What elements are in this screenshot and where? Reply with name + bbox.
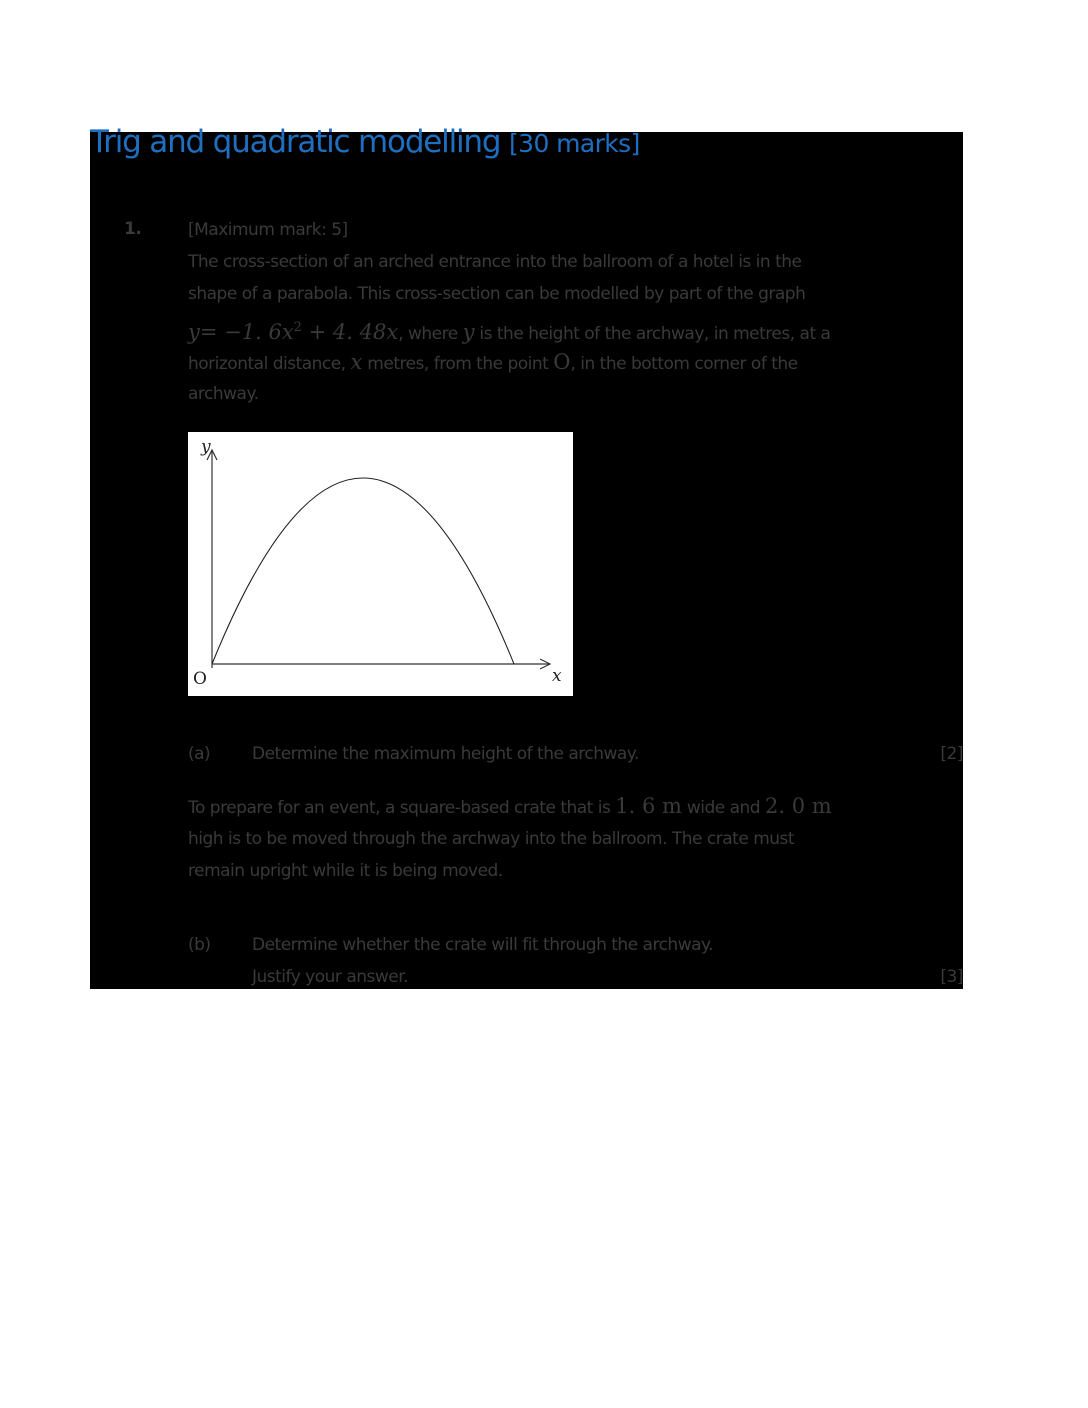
after-equation: , where — [398, 324, 463, 344]
context-line-2: high is to be moved through the archway into the ballroom. The crate must — [188, 829, 795, 849]
y-variable: y — [462, 320, 475, 344]
intro-line-1: The cross-section of an arched entrance into the ballroom of a hotel is in the — [188, 252, 802, 272]
point-o: O — [553, 350, 571, 374]
part-a-label: (a) — [188, 744, 211, 764]
parabola-curve — [212, 478, 514, 664]
archway-graph-svg — [188, 432, 573, 696]
page-title — [90, 124, 640, 160]
question-number: 1. — [124, 219, 142, 239]
y-axis-label: y — [201, 437, 211, 457]
part-a-marks: [2] — [940, 744, 963, 764]
distance-text-c: , in the bottom corner of the — [570, 354, 798, 374]
title-marks: [30 marks] — [509, 129, 640, 158]
archway-graph — [188, 432, 573, 696]
equation-line — [188, 310, 888, 346]
context-line-3: remain upright while it is being moved. — [188, 861, 503, 881]
equation-exponent: 2 — [293, 320, 302, 335]
context-text-a: To prepare for an event, a square-based crate that is — [188, 798, 616, 818]
context-line-1 — [188, 789, 888, 823]
equation-rhs-a: = −1. 6x — [199, 320, 294, 344]
origin-label: O — [193, 669, 207, 689]
part-a-text: Determine the maximum height of the archway. — [252, 744, 639, 764]
title-text: Trig and quadratic modelling — [90, 124, 501, 160]
equation-rhs-b: + 4. 48x — [301, 320, 399, 344]
crate-width: 1. 6 m — [615, 794, 682, 818]
x-axis-label: x — [552, 666, 562, 686]
question-stem — [188, 214, 888, 410]
crate-height: 2. 0 m — [765, 794, 832, 818]
part-b-label: (b) — [188, 935, 211, 955]
intro-line-5: archway. — [188, 384, 259, 404]
part-b-line-1: Determine whether the crate will fit through the archway. — [252, 935, 714, 955]
part-b-line-2: Justify your answer. — [252, 967, 409, 987]
max-mark: [Maximum mark: 5] — [188, 220, 348, 240]
after-y: is the height of the archway, in metres, at a — [474, 324, 831, 344]
intro-line-2: shape of a parabola. This cross-section can be modelled by part of the graph — [188, 284, 806, 304]
x-variable: x — [350, 350, 363, 374]
distance-text-b: metres, from the point — [362, 354, 554, 374]
equation-lhs: y — [188, 320, 200, 344]
part-b-marks: [3] — [940, 967, 963, 987]
context-text-b: wide and — [681, 798, 765, 818]
distance-line — [188, 346, 888, 378]
context-block — [188, 789, 888, 887]
distance-text-a: horizontal distance, — [188, 354, 351, 374]
